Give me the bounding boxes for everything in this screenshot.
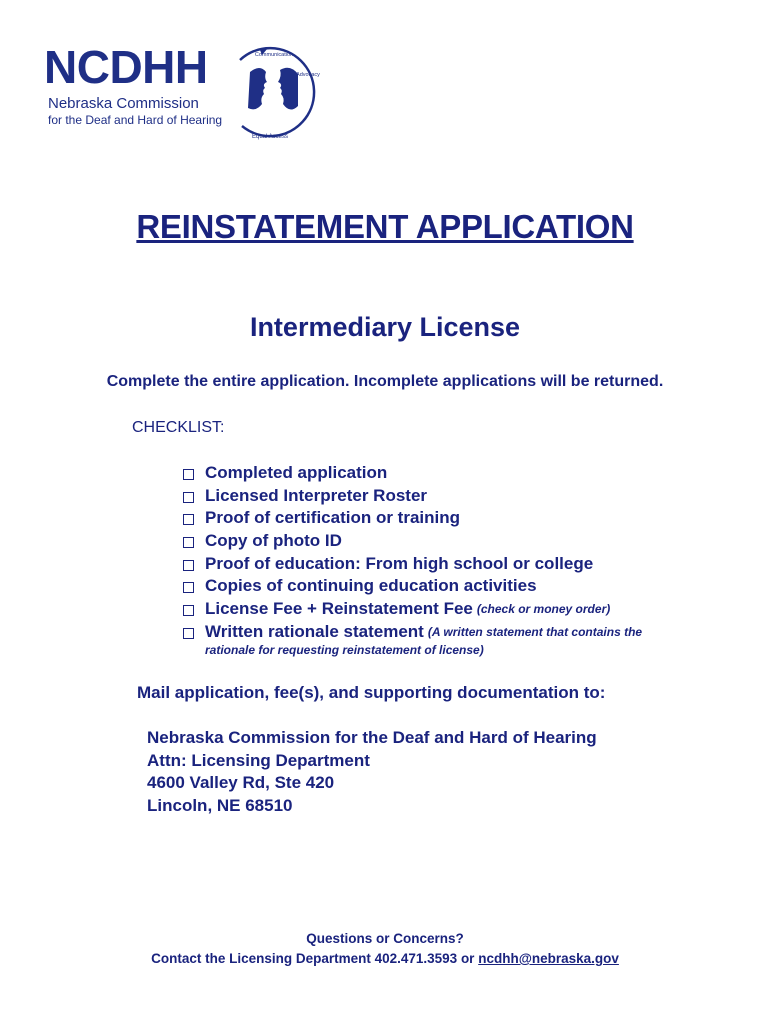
checklist-item-text: Copies of continuing education activities — [205, 576, 537, 596]
page-title: REINSTATEMENT APPLICATION — [136, 208, 634, 245]
checklist-item — [183, 553, 703, 576]
checklist-item — [183, 598, 703, 621]
checklist-item-note: (A written statement that contains the — [427, 624, 643, 639]
checklist-item — [183, 575, 703, 598]
checkbox-icon[interactable] — [183, 605, 194, 616]
emblem-word-equal-access: Equal Access — [251, 134, 289, 140]
checklist-item-note-continued: rationale for requesting reinstatement of license) — [205, 642, 484, 657]
logo-acronym: NCDHH — [44, 41, 208, 93]
checkbox-icon[interactable] — [183, 492, 194, 503]
checklist-item-text: Proof of education: From high school or college — [205, 553, 594, 573]
checklist-item-text: License Fee + Reinstatement Fee — [205, 599, 473, 619]
checklist-item — [183, 507, 703, 530]
checklist-item-text: Written rationale statement — [205, 621, 424, 641]
instructions-text: Complete the entire application. Incomplete applications will be returned. — [106, 373, 664, 390]
checklist-item-text: Copy of photo ID — [205, 531, 342, 551]
checkbox-icon[interactable] — [183, 582, 194, 593]
address-line: 4600 Valley Rd, Ste 420 — [147, 773, 335, 792]
checklist-item — [183, 462, 703, 485]
checklist-item — [183, 530, 703, 553]
ncdhh-logo — [44, 42, 334, 142]
checkbox-icon[interactable] — [183, 560, 194, 571]
contact-footer — [0, 929, 770, 969]
checklist-label: CHECKLIST: — [132, 419, 225, 436]
checkbox-icon[interactable] — [183, 628, 194, 639]
checklist-item — [183, 485, 703, 508]
address-line: Lincoln, NE 68510 — [147, 795, 293, 815]
mailing-address — [147, 727, 597, 817]
checkbox-icon[interactable] — [183, 469, 194, 480]
email-link[interactable]: ncdhh@nebraska.gov — [478, 951, 619, 966]
logo-name-line1: Nebraska Commission — [48, 95, 199, 112]
footer-contact-text: Contact the Licensing Department 402.471.3593 or — [151, 951, 479, 966]
checklist — [183, 462, 703, 658]
checklist-item — [183, 621, 703, 644]
checklist-item-text: Licensed Interpreter Roster — [205, 485, 428, 505]
address-line: Attn: Licensing Department — [147, 750, 370, 770]
mail-heading: Mail application, fee(s), and supporting documentation to: — [137, 683, 606, 702]
license-type-subtitle: Intermediary License — [249, 312, 521, 342]
footer-contact — [0, 949, 770, 969]
footer-question: Questions or Concerns? — [306, 931, 464, 946]
emblem-word-advocacy: Advocacy — [296, 72, 320, 78]
logo-name-line2: for the Deaf and Hard of Hearing — [48, 113, 223, 127]
checkbox-icon[interactable] — [183, 514, 194, 525]
checklist-item-text: Proof of certification or training — [205, 508, 461, 528]
address-line: Nebraska Commission for the Deaf and Hard of Hearing — [147, 728, 597, 747]
checklist-item-note: (check or money order) — [476, 602, 611, 617]
checklist-item-text: Completed application — [205, 463, 388, 482]
faces-emblem-icon — [220, 42, 320, 142]
emblem-word-communication: Communication — [254, 52, 294, 58]
checkbox-icon[interactable] — [183, 537, 194, 548]
